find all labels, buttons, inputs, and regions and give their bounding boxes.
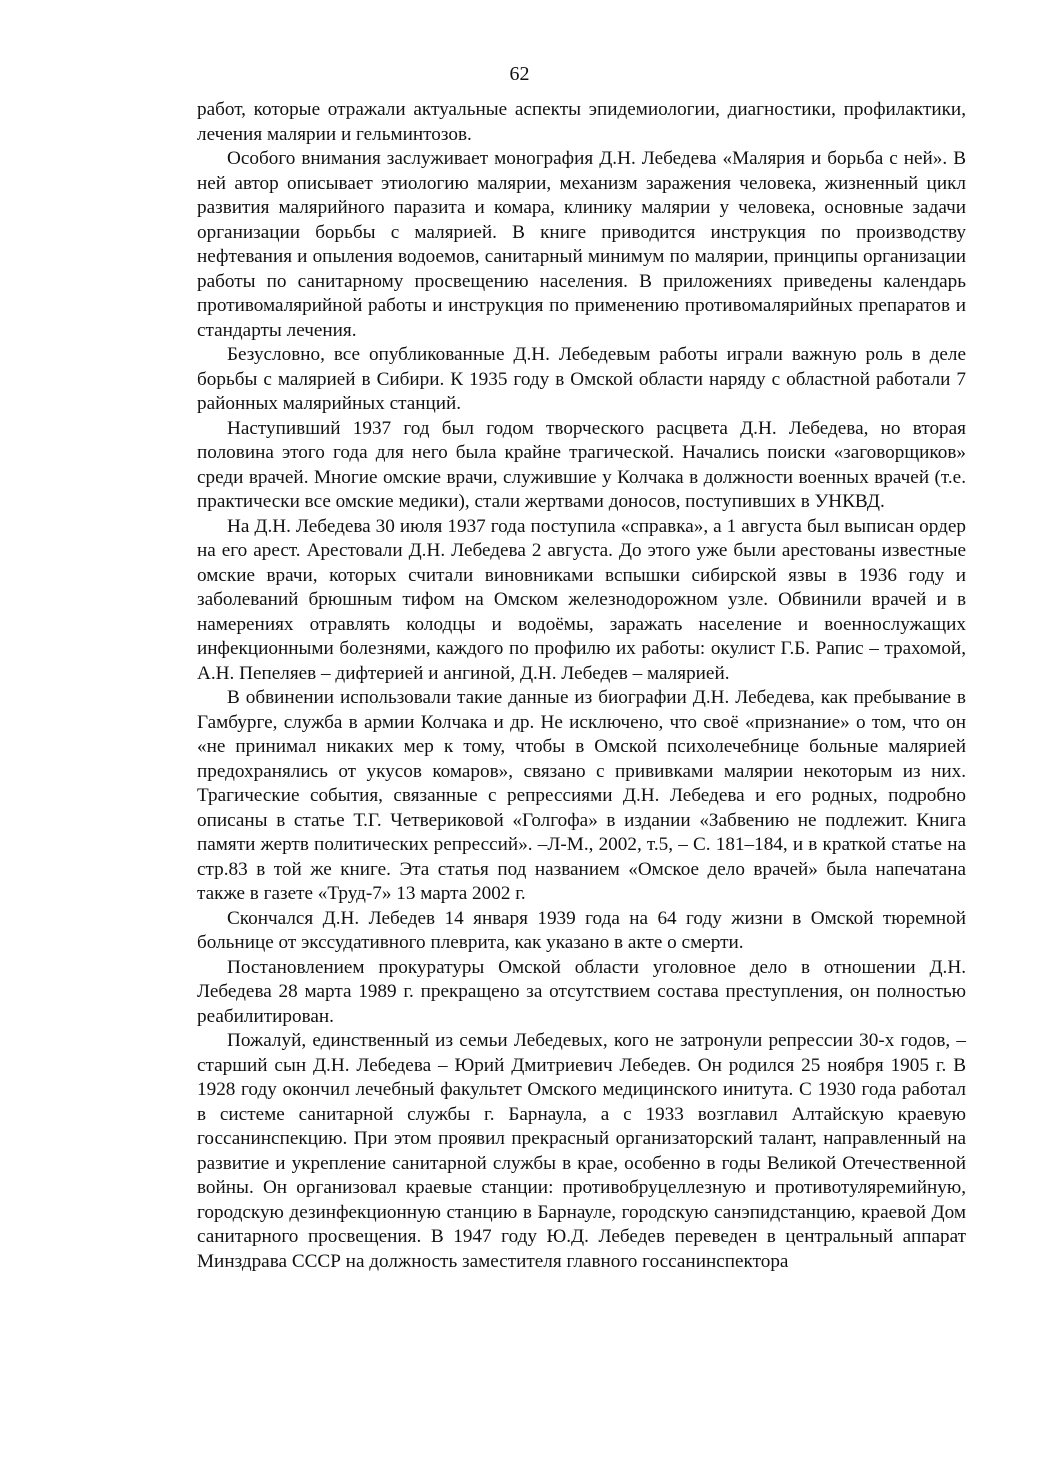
- paragraph-monograph: Особого внимания заслуживает монография Д.Н. Лебедева «Малярия и борьба с ней». В ней автор описывает этиологию малярии, механизм заражения человека, жизненный цикл развития малярийного паразита и комара, клинику малярии у человека, основные задачи организации борьбы с малярией. В книге приводится инструкция по производству нефтевания и опыления водоемов, санитарный минимум по малярии, принципы организации работы по санитарному просвещению населения. В приложениях приведены календарь противомалярийной работы и инструкция по применению противомалярийных препаратов и стандарты лечения.: [197, 148, 966, 341]
- paragraph-malaria-stations: Безусловно, все опубликованные Д.Н. Лебедевым работы играли важную роль в деле борьбы с малярией в Сибири. К 1935 году в Омской области наряду с областной работали 7 районных малярийных станций.: [197, 344, 966, 414]
- paragraph-death: Скончался Д.Н. Лебедев 14 января 1939 года на 64 году жизни в Омской тюремной больнице от экссудативного плеврита, как указано в акте о смерти.: [197, 907, 966, 953]
- paragraph-rehabilitation: Постановлением прокуратуры Омской области уголовное дело в отношении Д.Н. Лебедева 28 марта 1989 г. прекращено за отсутствием состава преступления, он полностью реабилитирован.: [197, 956, 966, 1027]
- paragraph-1937: Наступивший 1937 год был годом творческого расцвета Д.Н. Лебедева, но вторая половина этого года для него была крайне трагической. Начались поиски «заговорщиков» среди врачей. Многие омские врачи, служившие у Колчака в должности военных врачей (т.е. практически все омские медики), стали жертвами доносов, поступивших в УНКВД.: [197, 417, 966, 512]
- paragraph-arrest: На Д.Н. Лебедева 30 июля 1937 года поступила «справка», а 1 августа был выписан ордер на его арест. Арестовали Д.Н. Лебедева 2 августа. До этого уже были арестованы известные омские врачи, которых считали виновниками вспышки сибирской язвы в 1936 году и заболеваний брюшным тифом на Омском железнодорожном узле. Обвинили врачей и в намерениях отравлять колодцы и водоёмы, заражать население и военнослужащих инфекционными болезнями, каждого по профилю их работы: окулист Г.Б. Рапис – трахомой, А.Н. Пепеляев – дифтерией и ангиной, Д.Н. Лебедев – малярией.: [197, 515, 966, 684]
- body-text: [197, 98, 966, 1274]
- paragraph-continuation: работ, которые отражали актуальные аспекты эпидемиологии, диагностики, профилактики, лечения малярии и гельминтозов.: [197, 99, 966, 145]
- page-number: 62: [509, 63, 530, 85]
- paragraph-son: Пожалуй, единственный из семьи Лебедевых, кого не затронули репрессии 30-х годов, – старший сын Д.Н. Лебедева – Юрий Дмитриевич Лебедев. Он родился 25 ноября 1905 г. В 1928 году окончил лечебный факультет Омского медицинского инитута. С 1930 года работал в системе санитарной службы г. Барнаула, а с 1933 возглавил Алтайскую краевую госсанинспекцию. При этом проявил прекрасный организаторский талант, направленный на развитие и укрепление санитарной службы в крае, особенно в годы Великой Отечественной войны. Он организовал краевые станции: противобруцеллезную и противотуляремийную, городскую дезинфекционную станцию в Барнауле, городскую санэпидстанцию, краевой Дом санитарного просвещения. В 1947 году Ю.Д. Лебедев переведен в центральный аппарат Минздрава СССР на должность заместителя главного госсанинспектора: [197, 1030, 966, 1272]
- paragraph-accusation: В обвинении использовали такие данные из биографии Д.Н. Лебедева, как пребывание в Гамбурге, служба в армии Колчака и др. Не исключено, что своё «признание» о том, что он «не принимал никаких мер к тому, чтобы в Омской психолечебнице больные малярией предохранялись от укусов комаров», связано с прививками малярии некоторым из них. Трагические события, связанные с репрессиями Д.Н. Лебедева и его родных, подробно описаны в статье Т.Г. Четвериковой «Голгофа» в издании «Забвению не подлежит. Книга памяти жертв политических репрессий». –Л-М., 2002, т.5, – С. 181–184, и в краткой статье на стр.83 в той же книге. Эта статья под названием «Омское дело врачей» была напечатана также в газете «Труд-7» 13 марта 2002 г.: [197, 687, 966, 904]
